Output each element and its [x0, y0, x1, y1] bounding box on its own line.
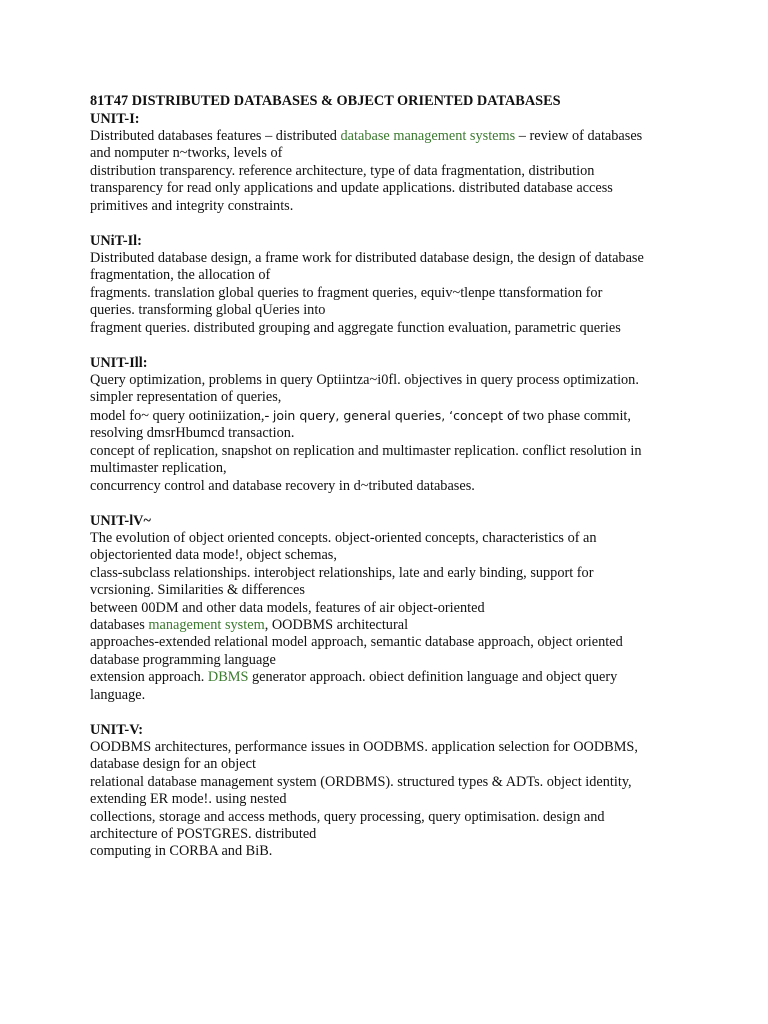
- unit-4-line-5: between 00DM and other data models, features of air object-oriented: [90, 599, 485, 616]
- unit-5-line-1: OODBMS architectures, performance issues in OODBMS. application selection for OODBMS,: [90, 738, 638, 755]
- unit-3-line-3: [90, 407, 690, 425]
- unit-3-line-4: resolving dmsrHbumcd transaction.: [90, 425, 295, 442]
- unit-5-line-2: database design for an object: [90, 756, 256, 773]
- unit-4-line-4: vcrsioning. Similarities & differences: [90, 582, 305, 599]
- unit-1-section: [90, 110, 690, 215]
- unit-1-line-5: primitives and integrity constraints.: [90, 197, 294, 214]
- document-title: 81T47 DISTRIBUTED DATABASES & OBJECT ORIENTED DATABASES: [90, 93, 561, 109]
- unit-3-section: [90, 354, 690, 495]
- unit-4-line-10: language.: [90, 686, 146, 703]
- unit-4-line-9: [90, 669, 690, 686]
- unit-3-line-3-text-b: two phase commit,: [519, 407, 631, 424]
- unit-3-heading: UNIT-Ill:: [90, 355, 148, 372]
- unit-4-line-3: class-subclass relationships. interobject relationships, late and early binding, support for: [90, 564, 594, 581]
- unit-4-line-2: objectoriented data mode!, object schemas,: [90, 547, 337, 564]
- unit-4-section: [90, 512, 690, 704]
- unit-3-line-3-mono: join query, general queries, ‘concept of: [272, 407, 519, 423]
- unit-2-section: [90, 232, 690, 337]
- unit-3-line-7: concurrency control and database recovery in d~tributed databases.: [90, 477, 475, 494]
- unit-3-line-3-text-a: model fo~ query ootiniization,-: [90, 407, 273, 424]
- unit-1-line-2: and nomputer n~tworks, levels of: [90, 145, 283, 162]
- unit-5-line-3: relational database management system (ORDBMS). structured types & ADTs. object identity,: [90, 773, 632, 790]
- dbms-short-link[interactable]: DBMS: [207, 669, 249, 686]
- unit-1-line-1: [90, 128, 690, 145]
- unit-3-line-2: simpler representation of queries,: [90, 389, 282, 406]
- unit-4-line-9-text-a: extension approach.: [90, 669, 208, 686]
- unit-1-line-3: distribution transparency. reference architecture, type of data fragmentation, distribution: [90, 162, 595, 179]
- unit-1-line-1-text-b: – review of databases: [515, 128, 643, 144]
- unit-5-line-7: computing in CORBA and BiB.: [90, 843, 273, 860]
- unit-5-line-5: collections, storage and access methods, query processing, query optimisation. design and: [90, 808, 605, 825]
- dbms-link[interactable]: database management systems: [340, 128, 516, 144]
- unit-4-line-6-text-b: , OODBMS architectural: [264, 616, 409, 633]
- unit-5-section: [90, 721, 690, 861]
- unit-5-heading: UNIT-V:: [90, 721, 143, 738]
- unit-2-line-2: fragmentation, the allocation of: [90, 267, 271, 284]
- unit-4-line-8: database programming language: [90, 651, 276, 668]
- unit-2-line-5: fragment queries. distributed grouping and aggregate function evaluation, parametric queries: [90, 319, 621, 336]
- unit-4-line-6: [90, 617, 690, 634]
- unit-3-line-6: multimaster replication,: [90, 460, 227, 477]
- unit-1-line-1-text-a: Distributed databases features – distributed: [90, 128, 341, 144]
- management-system-link[interactable]: management system: [148, 616, 265, 633]
- unit-2-line-3: fragments. translation global queries to fragment queries, equiv~tlenpe ttansformation for: [90, 284, 603, 301]
- unit-2-line-1: Distributed database design, a frame work for distributed database design, the design of database: [90, 250, 644, 267]
- unit-4-heading: UNIT-lV~: [90, 512, 151, 529]
- document-page: [90, 92, 690, 861]
- unit-4-line-9-text-b: generator approach. obiect definition language and object query: [248, 669, 618, 686]
- unit-5-line-6: architecture of POSTGRES. distributed: [90, 826, 317, 842]
- unit-5-line-4: extending ER mode!. using nested: [90, 791, 287, 808]
- unit-4-line-6-text-a: databases: [90, 616, 149, 633]
- unit-3-line-5: concept of replication, snapshot on replication and multimaster replication. conflict resolution in: [90, 442, 642, 459]
- unit-1-heading: UNIT-I:: [90, 111, 140, 127]
- unit-1-line-4: transparency for read only applications and update applications. distributed database access: [90, 180, 613, 197]
- unit-2-line-4: queries. transforming global qUeries into: [90, 302, 326, 319]
- unit-4-line-7: approaches-extended relational model approach, semantic database approach, object oriented: [90, 634, 623, 651]
- unit-4-line-1: The evolution of object oriented concepts. object-oriented concepts, characteristics of an: [90, 529, 597, 546]
- unit-3-line-1: Query optimization, problems in query Optiintza~i0fl. objectives in query process optimization.: [90, 372, 639, 389]
- unit-2-heading: UNiT-Il:: [90, 233, 142, 250]
